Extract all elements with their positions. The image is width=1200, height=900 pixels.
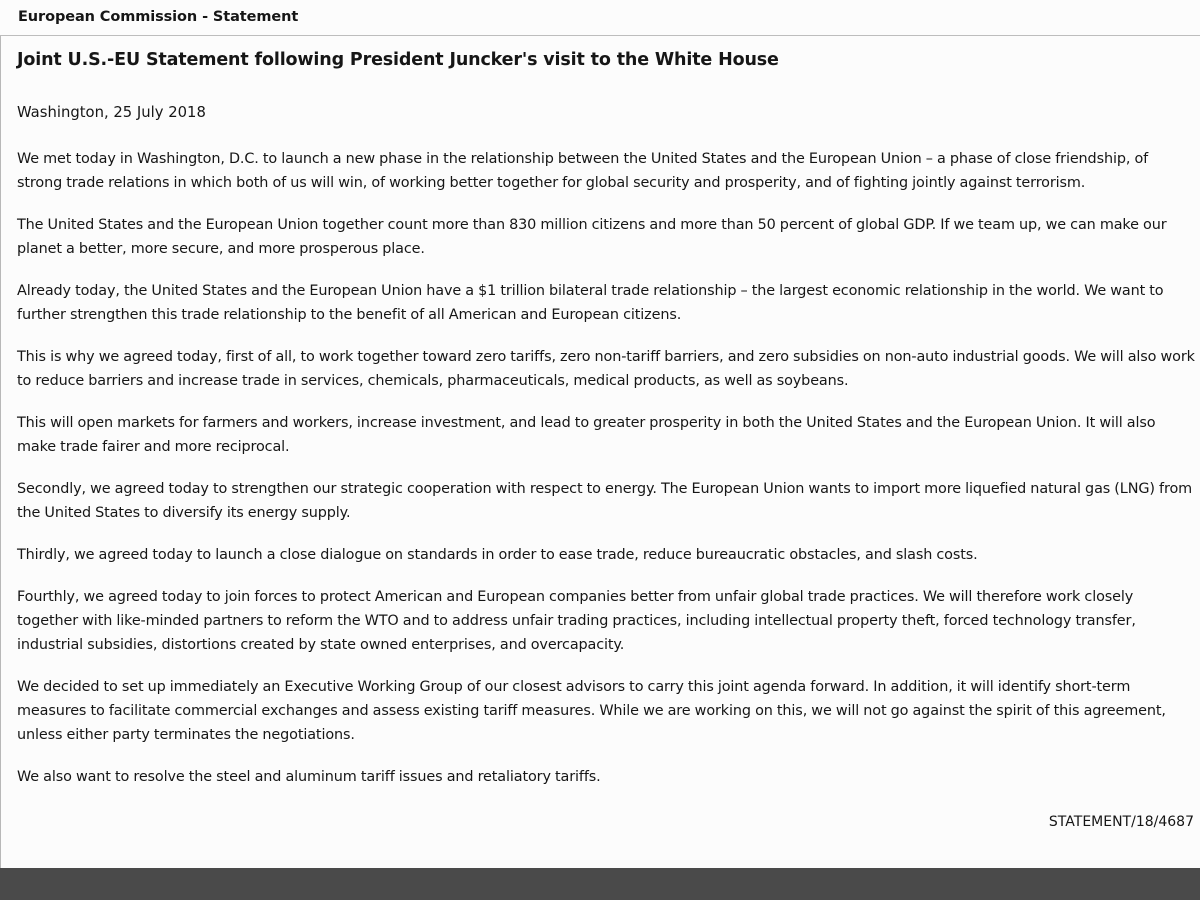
statement-body xyxy=(17,147,1195,807)
document-type-label: European Commission - Statement xyxy=(18,9,299,25)
paragraph-7: Thirdly, we agreed today to launch a close dialogue on standards in order to ease trade, reduce bureaucratic obstacles, and slash costs. xyxy=(17,547,978,563)
paragraph-2: The United States and the European Union together count more than 830 million citizens and more than 50 percent of global GDP. If we team up, we can make our planet a better, more secure, and more prosperous place. xyxy=(17,217,1167,257)
paragraph-10: We also want to resolve the steel and aluminum tariff issues and retaliatory tariffs. xyxy=(17,769,601,785)
document-title: Joint U.S.-EU Statement following President Juncker's visit to the White House xyxy=(17,50,779,70)
paragraph-8: Fourthly, we agreed today to join forces to protect American and European companies better from unfair global trade practices. We will therefore work closely together with like-minded partners to reform the WTO and to address unfair trading practices, including intellectual property theft, forced technology transfer, industrial subsidies, distortions created by state owned enterprises, and overcapacity. xyxy=(17,589,1136,653)
dateline: Washington, 25 July 2018 xyxy=(17,104,206,121)
left-border-rule xyxy=(0,36,1,868)
paragraph-4: This is why we agreed today, first of all, to work together toward zero tariffs, zero non-tariff barriers, and zero subsidies on non-auto industrial goods. We will also work to reduce barriers and increase trade in services, chemicals, pharmaceuticals, medical products, as well as soybeans. xyxy=(17,349,1195,389)
document-header xyxy=(0,0,1200,36)
statement-reference-number: STATEMENT/18/4687 xyxy=(1048,814,1194,830)
paragraph-1: We met today in Washington, D.C. to launch a new phase in the relationship between the United States and the European Union – a phase of close friendship, of strong trade relations in which both of us will win, of working better together for global security and prosperity, and of fighting jointly against terrorism. xyxy=(17,151,1149,191)
paragraph-9: We decided to set up immediately an Executive Working Group of our closest advisors to carry this joint agenda forward. In addition, it will identify short-term measures to facilitate commercial exchanges and assess existing tariff measures. While we are working on this, we will not go against the spirit of this agreement, unless either party terminates the negotiations. xyxy=(17,679,1166,743)
paragraph-6: Secondly, we agreed today to strengthen our strategic cooperation with respect to energy. The European Union wants to import more liquefied natural gas (LNG) from the United States to diversify its energy supply. xyxy=(17,481,1193,521)
paragraph-5: This will open markets for farmers and workers, increase investment, and lead to greater prosperity in both the United States and the European Union. It will also make trade fairer and more reciprocal. xyxy=(17,415,1156,455)
paragraph-3: Already today, the United States and the European Union have a $1 trillion bilateral trade relationship – the largest economic relationship in the world. We want to further strengthen this trade relationship to the benefit of all American and European citizens. xyxy=(17,283,1164,323)
bottom-bar xyxy=(0,868,1200,900)
